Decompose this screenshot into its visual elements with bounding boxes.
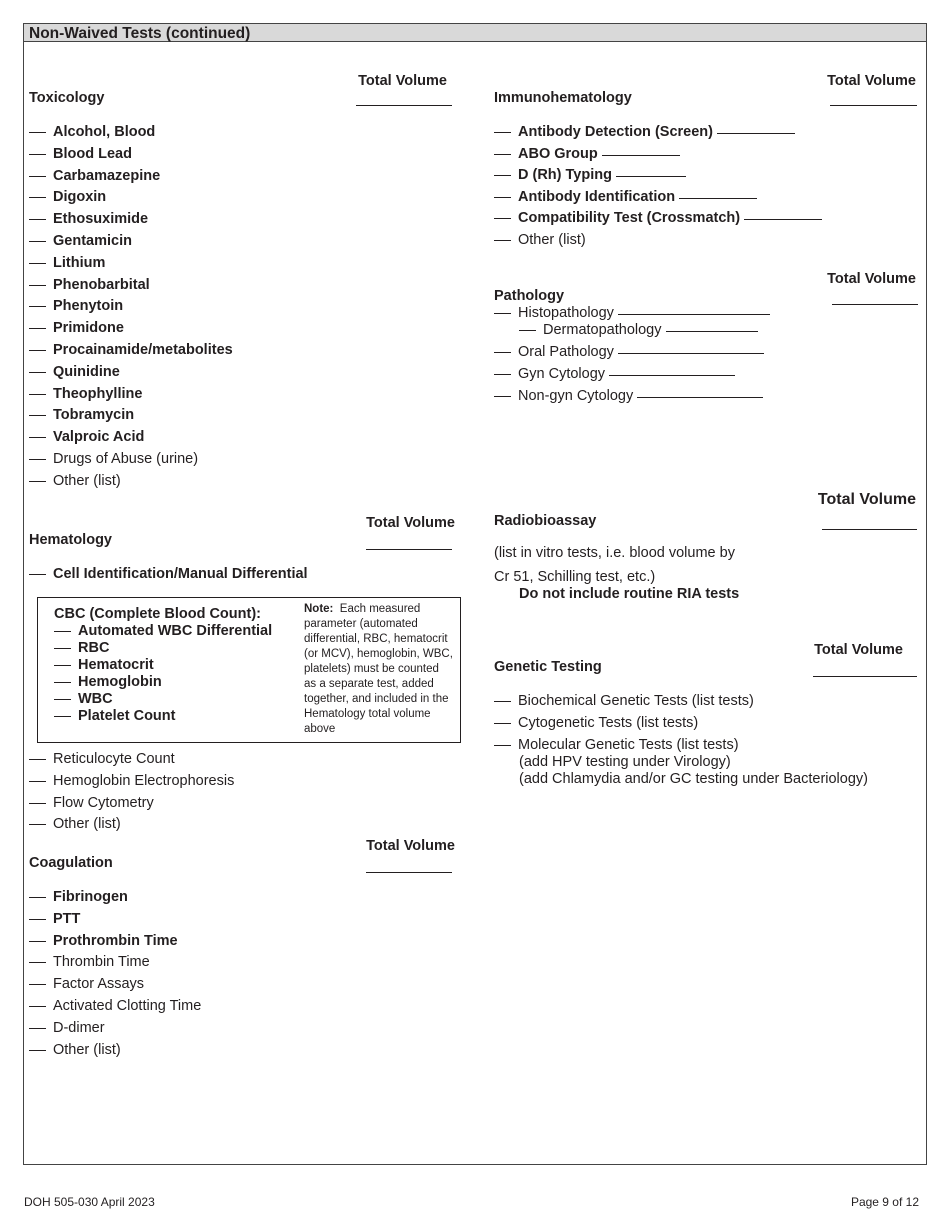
checkbox-blank[interactable]: [29, 781, 46, 782]
nongyn-cytology-field[interactable]: [637, 397, 763, 398]
checkbox-blank[interactable]: [54, 699, 71, 700]
checkbox-blank[interactable]: [494, 313, 511, 314]
list-item[interactable]: [54, 674, 162, 691]
checkbox-blank[interactable]: [494, 745, 511, 746]
checkbox-blank[interactable]: [494, 396, 511, 397]
dermatopathology-field[interactable]: [666, 331, 758, 332]
form-frame: [23, 23, 927, 1165]
checkbox-blank[interactable]: [29, 132, 46, 133]
pathology-total-volume-label: Total Volume: [827, 271, 916, 287]
checkbox-blank[interactable]: [494, 218, 511, 219]
genetic-chlamydia-note: (add Chlamydia and/or GC testing under Bacteriology): [519, 771, 868, 787]
list-item[interactable]: [494, 230, 586, 252]
list-item[interactable]: [494, 208, 822, 230]
list-item-label: Flow Cytometry: [53, 794, 154, 811]
list-item-label: Other (list): [518, 232, 586, 248]
list-item[interactable]: [494, 187, 757, 209]
pathology-nongyn[interactable]: Non-gyn Cytology: [494, 386, 763, 408]
list-item[interactable]: [29, 340, 233, 362]
list-item-label: Ethosuximide: [53, 211, 149, 228]
list-item-label: Thrombin Time: [53, 954, 150, 971]
hematology-total-volume-field[interactable]: [366, 549, 452, 550]
list-item[interactable]: [494, 165, 686, 187]
list-item-label: Valproic Acid: [53, 429, 145, 446]
checkbox-blank[interactable]: [29, 803, 46, 804]
footer-form-id: DOH 505-030 April 2023: [24, 1195, 155, 1209]
gyn-cytology-field[interactable]: [609, 375, 735, 376]
radiobioassay-total-volume-label: Total Volume: [817, 491, 916, 508]
pathology-dermatopathology[interactable]: Dermatopathology: [519, 320, 758, 342]
list-item[interactable]: [29, 253, 105, 275]
list-item-label: Reticulocyte Count: [53, 751, 175, 767]
radiobioassay-line1: (list in vitro tests, i.e. blood volume by: [494, 545, 735, 561]
list-item-label: Phenytoin: [53, 298, 124, 315]
note-label: Note:: [304, 603, 334, 615]
toxicology-title: Toxicology: [29, 90, 105, 106]
checkbox-blank[interactable]: [29, 824, 46, 825]
list-item[interactable]: [29, 887, 128, 909]
count-field[interactable]: [602, 155, 680, 156]
genetic-cytogenetic[interactable]: Cytogenetic Tests (list tests): [494, 713, 698, 735]
checkbox-blank[interactable]: [29, 219, 46, 220]
radiobioassay-line2: Cr 51, Schilling test, etc.): [494, 569, 656, 585]
count-field[interactable]: [679, 198, 757, 199]
checkbox-blank[interactable]: [29, 328, 46, 329]
list-item-label: D-dimer: [53, 1019, 105, 1036]
radiobioassay-title: Radiobioassay: [494, 513, 597, 529]
pathology-histopathology[interactable]: Histopathology: [494, 303, 770, 325]
list-item-label: Alcohol, Blood: [53, 124, 156, 140]
footer-page-number: Page 9 of 12: [850, 1195, 919, 1209]
checkbox-blank[interactable]: [54, 716, 71, 717]
list-item-label: Primidone: [53, 320, 124, 337]
list-item[interactable]: [54, 708, 175, 725]
checkbox-blank[interactable]: [494, 154, 511, 155]
genetic-biochemical[interactable]: Biochemical Genetic Tests (list tests): [494, 691, 754, 713]
checkbox-blank[interactable]: [54, 631, 71, 632]
checkbox-blank[interactable]: [29, 897, 46, 898]
list-item-label: Quinidine: [53, 363, 120, 380]
pathology-total-volume-field[interactable]: [832, 304, 918, 305]
list-item[interactable]: [29, 231, 132, 253]
checkbox-blank[interactable]: [29, 1028, 46, 1029]
checkbox-blank[interactable]: [29, 176, 46, 177]
checkbox-blank[interactable]: [29, 574, 46, 575]
cbc-box: [37, 597, 461, 743]
list-item-label: Tobramycin: [53, 407, 135, 424]
list-item[interactable]: [29, 384, 142, 406]
checkbox-blank[interactable]: [54, 665, 71, 666]
list-item-label: Other (list): [53, 1041, 121, 1058]
radiobioassay-total-volume-field[interactable]: [822, 529, 917, 530]
genetic-hpv-note: (add HPV testing under Virology): [519, 754, 731, 770]
list-item[interactable]: [29, 362, 120, 384]
list-item-label: WBC: [78, 691, 113, 707]
list-item[interactable]: [29, 187, 106, 209]
checkbox-blank[interactable]: [29, 919, 46, 920]
list-item[interactable]: [29, 275, 150, 297]
list-item[interactable]: [29, 909, 80, 931]
list-item-label: Factor Assays: [53, 976, 145, 993]
checkbox-blank[interactable]: [29, 415, 46, 416]
pathology-oral[interactable]: Oral Pathology: [494, 342, 764, 364]
toxicology-total-volume-label: Total Volume: [358, 73, 447, 89]
list-item-label: Platelet Count: [78, 708, 176, 724]
checkbox-blank[interactable]: [494, 197, 511, 198]
list-item[interactable]: [29, 318, 124, 340]
checkbox-blank[interactable]: [29, 1006, 46, 1007]
list-item[interactable]: [29, 166, 160, 188]
checkbox-blank[interactable]: [29, 306, 46, 307]
list-item-label: Activated Clotting Time: [53, 998, 202, 1014]
list-item-label: Automated WBC Differential: [78, 623, 273, 639]
list-item-label: Hemoglobin: [78, 674, 162, 690]
cbc-title: CBC (Complete Blood Count):: [54, 606, 261, 622]
list-item[interactable]: [29, 144, 132, 166]
checkbox-blank[interactable]: [29, 962, 46, 963]
checkbox-blank[interactable]: [29, 759, 46, 760]
pathology-title: Pathology: [494, 288, 565, 304]
checkbox-blank[interactable]: [54, 682, 71, 683]
list-item-label: ABO Group: [518, 145, 598, 162]
checkbox-blank[interactable]: [54, 648, 71, 649]
oral-pathology-field[interactable]: [618, 353, 764, 354]
checkbox-blank[interactable]: [29, 350, 46, 351]
list-item-label: Fibrinogen: [53, 889, 128, 905]
list-item[interactable]: [29, 771, 234, 793]
list-item-label: Carbamazepine: [53, 167, 161, 184]
list-item-label: Hemoglobin Electrophoresis: [53, 772, 235, 789]
checkbox-blank[interactable]: [494, 701, 511, 702]
list-item[interactable]: [29, 122, 155, 144]
checkbox-blank[interactable]: [494, 374, 511, 375]
list-item[interactable]: [494, 122, 795, 144]
checkbox-blank[interactable]: [29, 481, 46, 482]
hematology-title: Hematology: [29, 532, 112, 548]
radiobioassay-note: Do not include routine RIA tests: [519, 586, 740, 602]
list-item[interactable]: [29, 952, 150, 974]
list-item-label: Antibody Identification: [518, 188, 676, 205]
coagulation-title: Coagulation: [29, 855, 113, 871]
checkbox-blank[interactable]: [494, 723, 511, 724]
list-item[interactable]: [29, 427, 144, 449]
list-item-label: Theophylline: [53, 385, 143, 402]
list-item[interactable]: [54, 640, 109, 657]
list-item-label: Other (list): [53, 816, 121, 833]
list-item[interactable]: [29, 814, 121, 836]
checkbox-blank[interactable]: [494, 240, 511, 241]
count-field[interactable]: [744, 219, 822, 220]
checkbox-blank[interactable]: [29, 197, 46, 198]
list-item[interactable]: [29, 471, 121, 493]
checkbox-blank[interactable]: [29, 154, 46, 155]
immunohematology-total-volume-label: Total Volume: [827, 73, 916, 89]
genetic-total-volume-field[interactable]: [813, 676, 917, 677]
coagulation-total-volume-label: Total Volume: [366, 838, 455, 854]
pathology-gyn[interactable]: Gyn Cytology: [494, 364, 735, 386]
list-item[interactable]: [29, 1018, 105, 1040]
immunohematology-title: Immunohematology: [494, 90, 632, 106]
cbc-note: [304, 602, 454, 737]
histopathology-field[interactable]: [618, 314, 770, 315]
list-item-label: Procainamide/metabolites: [53, 342, 233, 358]
immunohematology-total-volume-field[interactable]: [830, 105, 917, 106]
list-item-label: Phenobarbital: [53, 276, 150, 293]
checkbox-blank[interactable]: [29, 263, 46, 264]
list-item[interactable]: [29, 296, 123, 318]
list-item[interactable]: [29, 405, 134, 427]
list-item-label: PTT: [53, 910, 81, 927]
checkbox-blank[interactable]: [29, 437, 46, 438]
checkbox-blank[interactable]: [494, 352, 511, 353]
list-item-label: Blood Lead: [53, 145, 132, 162]
list-item[interactable]: [494, 144, 680, 166]
checkbox-blank[interactable]: [29, 459, 46, 460]
list-item-label: RBC: [78, 640, 110, 656]
checkbox-blank[interactable]: [29, 241, 46, 242]
list-item[interactable]: [29, 749, 175, 771]
count-field[interactable]: [717, 133, 795, 134]
list-item[interactable]: [29, 996, 201, 1018]
checkbox-blank[interactable]: [494, 175, 511, 176]
list-item-label: Digoxin: [53, 189, 107, 206]
count-field[interactable]: [616, 176, 686, 177]
hematology-cell-identification[interactable]: Cell Identification/Manual Differential: [29, 564, 308, 586]
checkbox-blank[interactable]: [519, 330, 536, 331]
coagulation-total-volume-field[interactable]: [366, 872, 452, 873]
checkbox-blank[interactable]: [29, 941, 46, 942]
list-item-label: Antibody Detection (Screen): [518, 124, 713, 140]
checkbox-blank[interactable]: [494, 132, 511, 133]
list-item[interactable]: [29, 449, 198, 471]
list-item-label: Other (list): [53, 472, 121, 489]
list-item-label: Hematocrit: [78, 657, 154, 673]
list-item[interactable]: [29, 1040, 121, 1062]
checkbox-blank[interactable]: [29, 285, 46, 286]
checkbox-blank[interactable]: [29, 1050, 46, 1051]
checkbox-blank[interactable]: [29, 984, 46, 985]
hematology-total-volume-label: Total Volume: [366, 515, 455, 531]
genetic-molecular[interactable]: Molecular Genetic Tests (list tests): [494, 735, 739, 757]
list-item[interactable]: [54, 657, 154, 674]
list-item-label: D (Rh) Typing: [518, 167, 612, 184]
list-item[interactable]: [54, 691, 113, 708]
list-item[interactable]: [54, 623, 272, 640]
checkbox-blank[interactable]: [29, 372, 46, 373]
checkbox-blank[interactable]: [29, 394, 46, 395]
list-item-label: Gentamicin: [53, 233, 132, 249]
list-item[interactable]: [29, 793, 154, 815]
genetic-total-volume-label: Total Volume: [814, 642, 903, 658]
list-item-label: Lithium: [53, 254, 106, 271]
page-header: Non-Waived Tests (continued): [24, 24, 926, 42]
list-item[interactable]: [29, 209, 148, 231]
toxicology-total-volume-field[interactable]: [356, 105, 452, 106]
list-item-label: Prothrombin Time: [53, 932, 178, 949]
list-item-label: Drugs of Abuse (urine): [53, 451, 199, 467]
note-text: Each measured parameter (automated differential, RBC, hematocrit (or MCV), hemoglobin, WBC, platelets) must be counted as a separate test, added together, and included in the Hematology total volume above: [304, 603, 453, 735]
genetic-title: Genetic Testing: [494, 659, 602, 675]
list-item[interactable]: [29, 974, 144, 996]
list-item[interactable]: [29, 931, 178, 953]
list-item-label: Compatibility Test (Crossmatch): [518, 210, 741, 227]
